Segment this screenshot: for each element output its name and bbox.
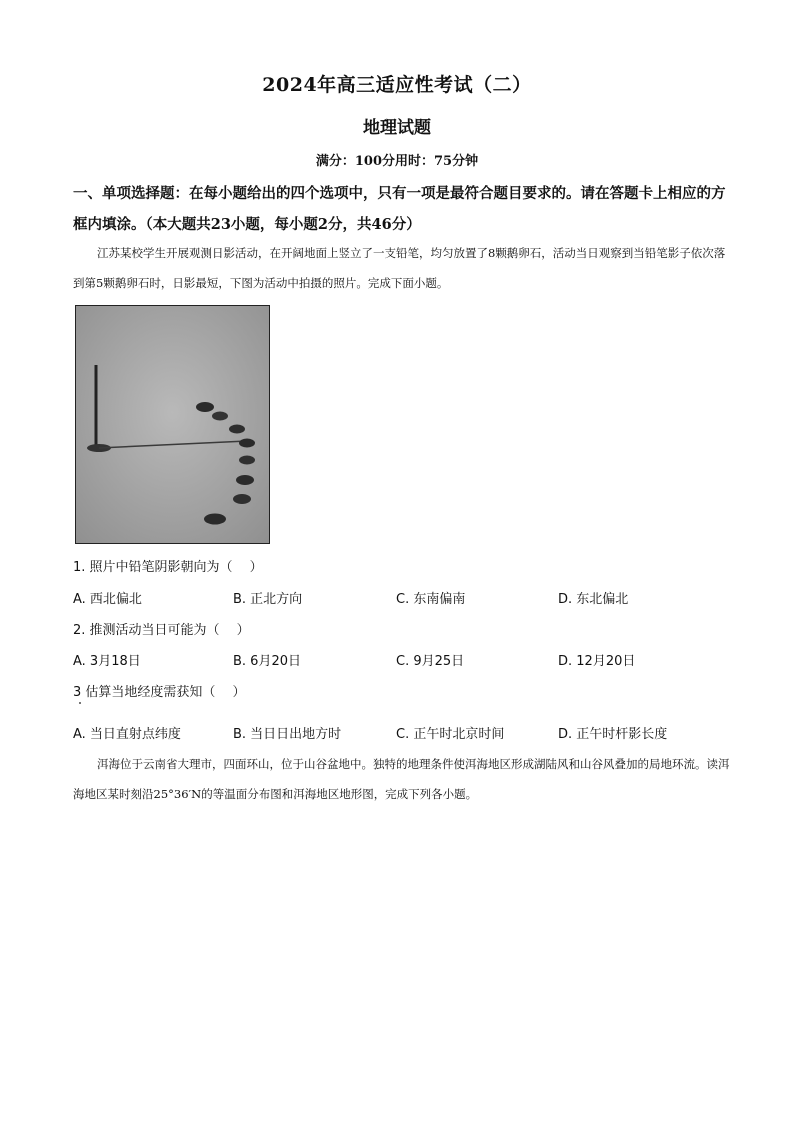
pebble-1 (196, 402, 214, 412)
question-1-option-c[interactable]: C. 东南偏南 (396, 592, 466, 607)
question-3-stem: 3 估算当地经度需获知（ ） (73, 685, 246, 700)
question-1-option-b[interactable]: B. 正北方向 (233, 592, 303, 607)
question-1-option-d[interactable]: D. 东北偏北 (558, 592, 629, 607)
question-3-option-a[interactable]: A. 当日直射点纬度 (73, 727, 181, 742)
scan-speck (79, 702, 81, 704)
pebble-5 (239, 456, 255, 465)
pebble-3 (229, 425, 245, 434)
question-3-option-b[interactable]: B. 当日日出地方时 (233, 727, 342, 742)
question-3-option-c[interactable]: C. 正午时北京时间 (396, 727, 505, 742)
question-2-option-b[interactable]: B. 6月20日 (233, 654, 301, 669)
intro-paragraph-1: 江苏某校学生开展观测日影活动，在开阔地面上竖立了一支铅笔，均匀放置了8颗鹅卵石，活动当日观察到当铅笔影子依次落到第5颗鹅卵石时，日影最短，下图为活动中拍摄的照片。完成下面小题。 (73, 246, 726, 290)
shadow-photo (75, 305, 270, 544)
pebble-4 (239, 439, 255, 448)
subject-title: 地理试题 (363, 118, 431, 138)
exam-title: 2024年高三适应性考试（二） (262, 74, 532, 96)
question-2-option-d[interactable]: D. 12月20日 (558, 654, 636, 669)
question-2-stem: 2. 推测活动当日可能为（ ） (73, 623, 250, 638)
score-time-line: 满分：100分用时：75分钟 (315, 154, 479, 169)
question-1-option-a[interactable]: A. 西北偏北 (73, 592, 142, 607)
intro-paragraph-2: 洱海位于云南省大理市，四面环山，位于山谷盆地中。独特的地理条件使洱海地区形成湖陆风和山谷风叠加的局地环流。读洱海地区某时刻沿25°36′N的等温面分布图和洱海地区地形图，完成下列各小题。 (73, 757, 730, 801)
section-heading: 一、单项选择题：在每小题给出的四个选项中，只有一项是最符合题目要求的。请在答题卡上相应的方框内填涂。（本大题共23小题，每小题2分，共46分） (73, 185, 726, 233)
pebble-7 (233, 494, 251, 504)
question-3-option-d[interactable]: D. 正午时杆影长度 (558, 727, 668, 742)
question-2-option-c[interactable]: C. 9月25日 (396, 654, 465, 669)
photo-frame (75, 305, 270, 544)
pebble-6 (236, 475, 254, 485)
pebble-2 (212, 412, 228, 421)
question-1-stem: 1. 照片中铅笔阴影朝向为（ ） (73, 560, 263, 575)
question-2-option-a[interactable]: A. 3月18日 (73, 654, 141, 669)
pebble-8 (204, 514, 226, 525)
